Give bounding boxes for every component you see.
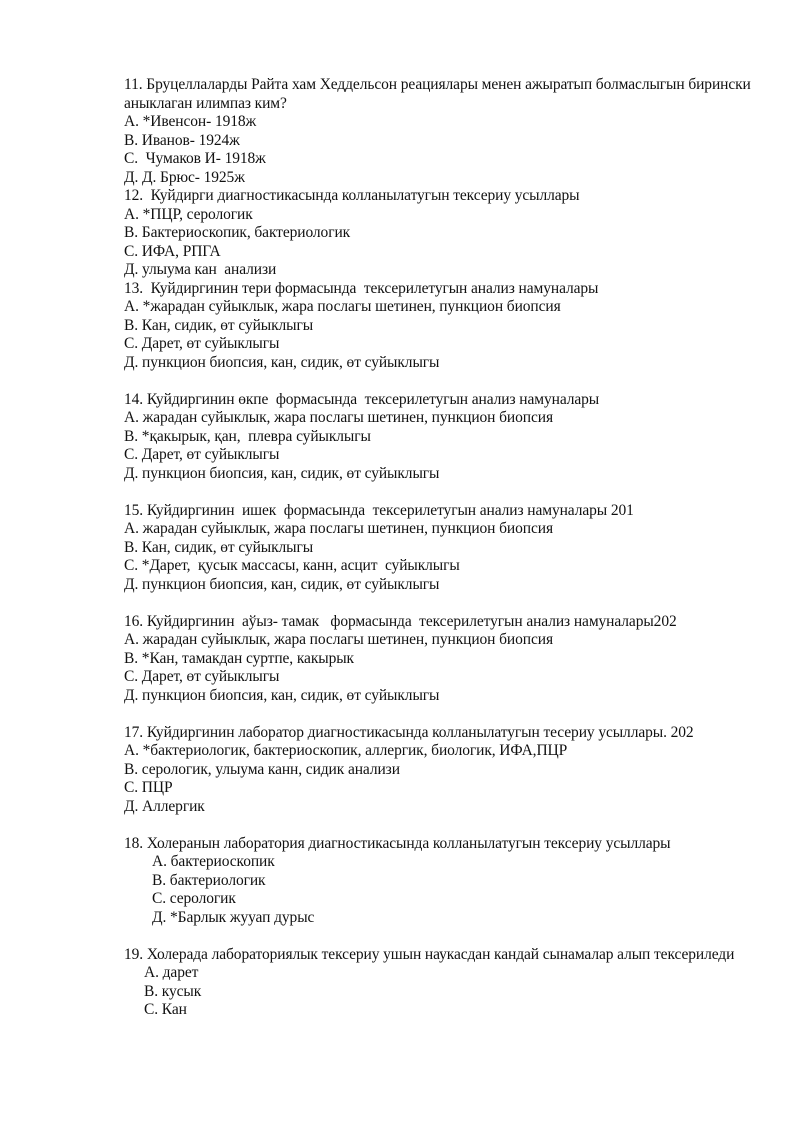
spacer xyxy=(124,372,764,391)
answer-option: Д. Аллергик xyxy=(124,797,205,815)
spacer xyxy=(124,483,764,502)
answer-option: В. Иванов- 1924ж xyxy=(124,131,240,149)
answer-option: Д. пункцион биопсия, кан, сидик, өт суйыклыгы xyxy=(124,353,440,371)
answer-option: В. Кан, сидик, өт суйыклыгы xyxy=(124,316,314,334)
question-text: 18. Холеранын лаборатория диагностикасында колланылатугын тексериу усыллары xyxy=(124,834,671,852)
answer-option: Д. улыума кан анализи xyxy=(124,261,277,278)
answer-option: С. Дарет, өт суйыклыгы xyxy=(124,335,280,352)
answer-option: С. Кан xyxy=(144,1001,187,1018)
answer-option: С. Дарет, өт суйыклыгы xyxy=(124,668,280,685)
answer-option: В. Кан, сидик, өт суйыклыгы xyxy=(124,538,314,556)
question-text: 15. Куйдиргинин ишек формасында тексерилетугын анализ намуналары 201 xyxy=(124,501,634,519)
spacer xyxy=(124,927,764,946)
answer-option: А. дарет xyxy=(144,964,199,981)
spacer xyxy=(124,816,764,835)
answer-option: А. жарадан суйыклык, жара послагы шетинен, пункцион биопсия xyxy=(124,409,553,426)
answer-option: В. кусык xyxy=(144,982,202,1000)
spacer xyxy=(124,705,764,724)
answer-option: А. жарадан суйыклык, жара послагы шетинен, пункцион биопсия xyxy=(124,631,553,648)
answer-option: А. *жарадан суйыклык, жара послагы шетинен, пункцион биопсия xyxy=(124,298,561,315)
answer-option: С. Чумаков И- 1918ж xyxy=(124,150,266,167)
answer-option: В. *қакырык, қан, плевра суйыклыгы xyxy=(124,427,371,445)
answer-option: А. *ПЦР, серологик xyxy=(124,205,253,223)
answer-option: С. ИФА, РПГА xyxy=(124,242,221,260)
question-list xyxy=(124,76,764,1020)
question-text: 13. Куйдиргинин тери формасында тексерилетугын анализ намуналары xyxy=(124,279,599,297)
answer-option: В. *Кан, тамакдан суртпе, какырык xyxy=(124,649,354,667)
answer-option: В. серологик, улыума канн, сидик анализи xyxy=(124,760,400,778)
question-text: 12. Куйдирги диагностикасында колланылатугын тексериу усыллары xyxy=(124,187,580,204)
answer-option: Д. пункцион биопсия, кан, сидик, өт суйыклыгы xyxy=(124,464,440,482)
spacer xyxy=(124,594,764,613)
question-text: 17. Куйдиргинин лаборатор диагностикасында колланылатугын тесериу усыллары. 202 xyxy=(124,723,694,741)
question-text: 16. Куйдиргинин аўыз- тамак формасында тексерилетугын анализ намуналары202 xyxy=(124,612,677,630)
answer-option: Д. *Барлык жууап дурыс xyxy=(152,908,315,926)
answer-option: С. серологик xyxy=(152,890,236,907)
answer-option: С. ПЦР xyxy=(124,779,173,796)
answer-option: В. бактериологик xyxy=(152,871,266,889)
question-text: 11. Бруцеллаларды Райта хам Хеддельсон реациялары менен ажыратып болмаслыгын бирински аныклаган илимпаз ким? xyxy=(124,76,751,112)
answer-option: С. *Дарет, қусык массасы, канн, асцит суйыклыгы xyxy=(124,557,460,574)
question-text: 14. Куйдиргинин өкпе формасында тексерилетугын анализ намуналары xyxy=(124,390,600,408)
answer-option: С. Дарет, өт суйыклыгы xyxy=(124,446,280,463)
answer-option: А. бактериоскопик xyxy=(152,853,275,870)
answer-option: А. *Ивенсон- 1918ж xyxy=(124,113,257,130)
answer-option: А. *бактериологик, бактериоскопик, аллергик, биологик, ИФА,ПЦР xyxy=(124,742,568,759)
answer-option: В. Бактериоскопик, бактериологик xyxy=(124,224,351,241)
answer-option: Д. пункцион биопсия, кан, сидик, өт суйыклыгы xyxy=(124,686,440,704)
answer-option: Д. Д. Брюс- 1925ж xyxy=(124,168,245,186)
answer-option: Д. пункцион биопсия, кан, сидик, өт суйыклыгы xyxy=(124,575,440,593)
question-text: 19. Холерада лабораториялык тексериу ушын наукасдан кандай сынамалар алып тексериледи xyxy=(124,945,735,963)
answer-option: А. жарадан суйыклык, жара послагы шетинен, пункцион биопсия xyxy=(124,520,553,537)
